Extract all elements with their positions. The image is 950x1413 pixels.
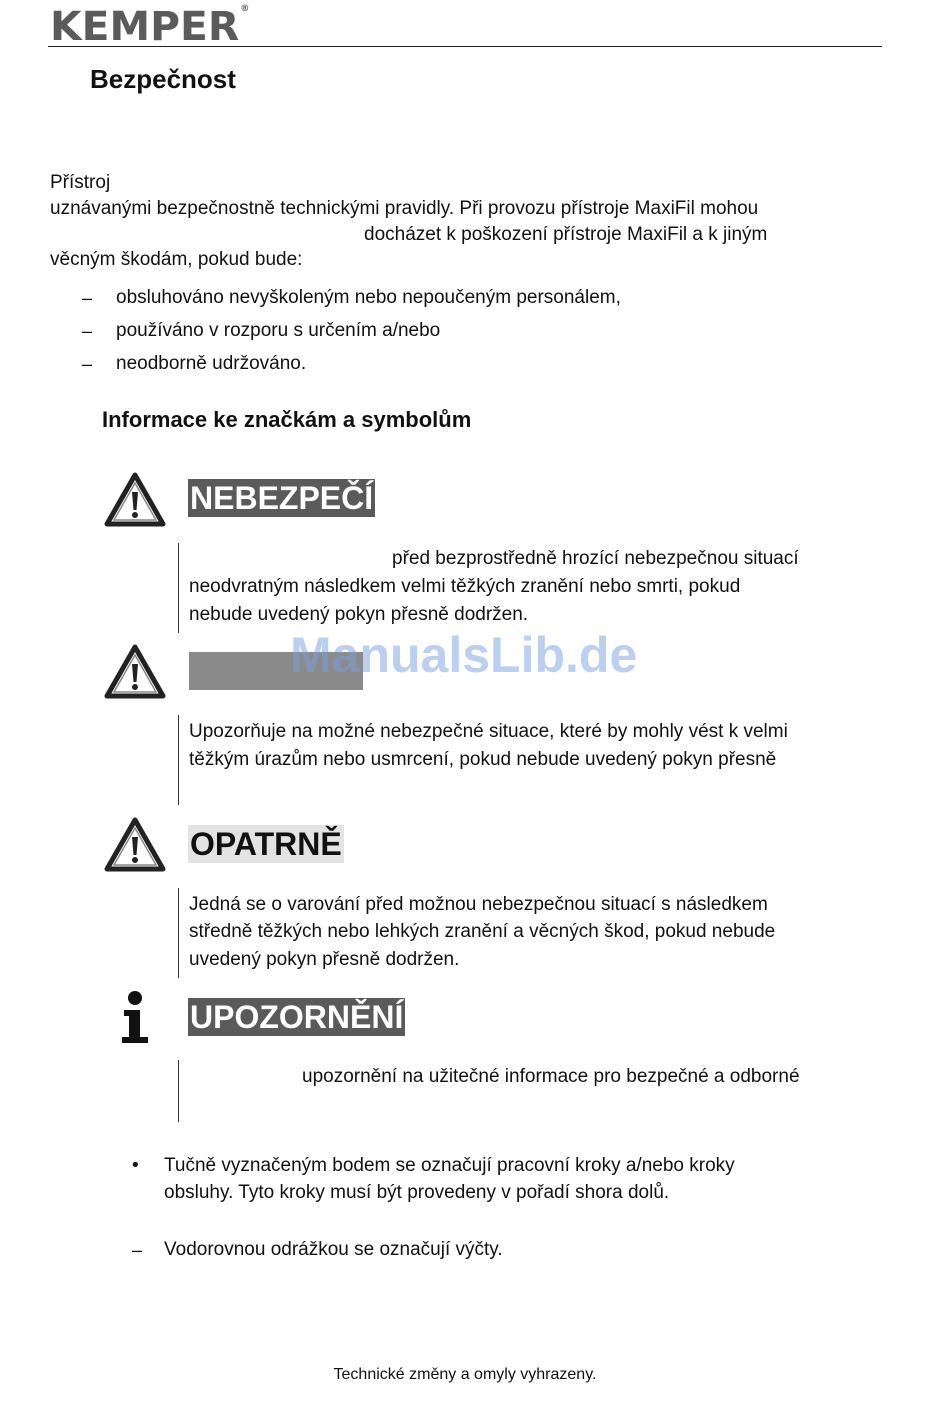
- intro-line-2: uznávanými bezpečnostně technickými pravidly. Při provozu přístroje MaxiFil mohou: [50, 198, 759, 219]
- list-item: neodborně udržováno.: [116, 353, 307, 374]
- signal-text-line: nebude uvedený pokyn přesně dodržen.: [189, 604, 529, 625]
- info-icon: [118, 990, 152, 1046]
- list-item: obsluhováno nevyškoleným nebo nepoučeným personálem,: [116, 287, 621, 308]
- signal-text-bar: [178, 715, 179, 805]
- bullet-text-line: Tučně vyznačeným bodem se označují pracovní kroky a/nebo kroky: [164, 1155, 735, 1176]
- intro-line-4: věcným škodám, pokud bude:: [50, 249, 303, 270]
- bullet-marker: •: [132, 1155, 139, 1176]
- header-divider: [48, 46, 882, 47]
- list-item-marker: –: [82, 288, 93, 308]
- signal-text-line: upozornění na užitečné informace pro bezpečné a odborné: [302, 1066, 800, 1087]
- signal-text-bar: [178, 543, 179, 633]
- section-title: Informace ke značkám a symbolům: [102, 407, 472, 432]
- page-footer: Technické změny a omyly vyhrazeny.: [333, 1366, 597, 1383]
- warning-triangle-icon: [104, 644, 166, 700]
- signal-text-line: uvedený pokyn přesně dodržen.: [189, 949, 460, 970]
- signal-label-notice: UPOZORNĚNÍ: [190, 999, 404, 1035]
- signal-text-line: neodvratným následkem velmi těžkých zranění nebo smrti, pokud: [189, 576, 741, 597]
- intro-line-1: Přístroj: [50, 172, 111, 193]
- list-item-marker: –: [82, 321, 93, 341]
- intro-line-3: docházet k poškození přístroje MaxiFil a k jiným: [364, 224, 768, 245]
- logo-registered-mark: ®: [240, 4, 250, 14]
- warning-triangle-icon: [104, 817, 166, 873]
- page-title: Bezpečnost: [90, 64, 236, 94]
- signal-text-line: před bezprostředně hrozící nebezpečnou situací: [392, 548, 799, 569]
- watermark: ManualsLib.de: [290, 627, 638, 683]
- signal-text-bar: [178, 1060, 179, 1122]
- signal-text-line: Jedná se o varování před možnou nebezpečnou situací s následkem: [189, 894, 768, 915]
- signal-text-bar: [178, 888, 179, 978]
- dash-marker: –: [132, 1240, 143, 1260]
- signal-label-caution: OPATRNĚ: [190, 826, 342, 862]
- signal-text-line: středně těžkých nebo lehkých zranění a věcných škod, pokud nebude: [189, 921, 776, 942]
- dash-text: Vodorovnou odrážkou se označují výčty.: [164, 1239, 503, 1260]
- logo-text: KEMPER: [50, 4, 240, 50]
- bullet-text-line: obsluhy. Tyto kroky musí být provedeny v pořadí shora dolů.: [164, 1182, 670, 1203]
- signal-text-line: těžkým úrazům nebo usmrcení, pokud nebude uvedený pokyn přesně: [189, 749, 777, 770]
- signal-label-danger: NEBEZPEČÍ: [190, 480, 374, 516]
- signal-text-line: Upozorňuje na možné nebezpečné situace, které by mohly vést k velmi: [189, 721, 788, 742]
- kemper-logo: [50, 4, 249, 50]
- list-item: používáno v rozporu s určením a/nebo: [116, 320, 441, 341]
- warning-triangle-icon: [104, 472, 166, 528]
- list-item-marker: –: [82, 354, 93, 374]
